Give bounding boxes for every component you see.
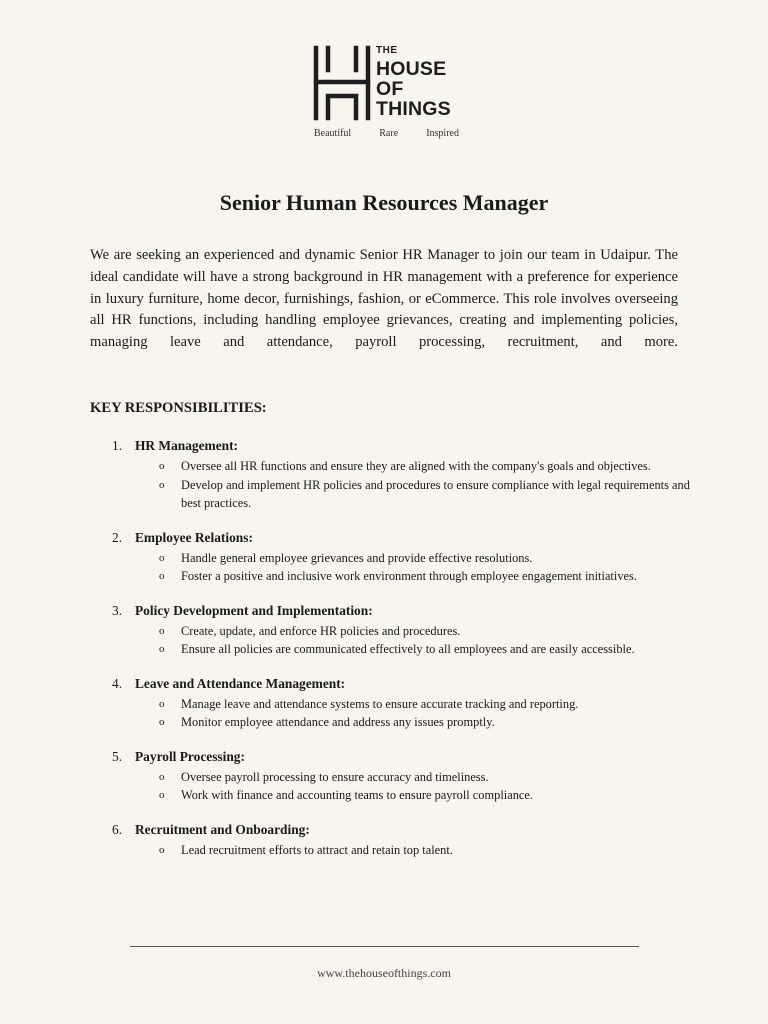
brand-logo [312, 44, 462, 144]
responsibilities-heading: KEY RESPONSIBILITIES: [90, 400, 267, 416]
bullet-text: Oversee payroll processing to ensure accuracy and timeliness. [181, 769, 489, 784]
responsibility-bullet [90, 640, 690, 659]
responsibility-bullet [90, 713, 690, 732]
responsibility-item [90, 749, 690, 805]
responsibility-number: 6. [112, 821, 123, 837]
bullet-icon: o [159, 770, 165, 783]
responsibility-item [90, 676, 690, 732]
responsibility-bullet [90, 841, 690, 860]
responsibility-title: Recruitment and Onboarding: [135, 821, 310, 837]
responsibility-number: 1. [112, 438, 123, 453]
bullet-text: Handle general employee grievances and provide effective resolutions. [181, 550, 533, 565]
bullet-text: Manage leave and attendance systems to ensure accurate tracking and reporting. [181, 696, 579, 711]
responsibility-number: 2. [112, 529, 123, 545]
brand-line-house: HOUSE [376, 58, 447, 80]
brand-wordmark [376, 46, 451, 119]
bullet-icon: o [159, 460, 165, 472]
responsibility-title: Employee Relations: [135, 529, 253, 545]
responsibility-item [90, 530, 690, 586]
responsibility-title: HR Management: [135, 438, 239, 453]
responsibility-number: 5. [112, 748, 123, 764]
responsibility-item [90, 438, 690, 513]
responsibility-bullet [90, 549, 690, 568]
bullet-icon: o [159, 551, 165, 564]
tagline-word: Beautiful [314, 128, 352, 139]
bullet-icon: o [159, 716, 165, 728]
bullet-text: Develop and implement HR policies and procedures to ensure compliance with legal requirements and best practices. [181, 477, 690, 510]
responsibility-bullet [90, 768, 690, 787]
house-logo-icon [312, 44, 372, 122]
bullet-icon: o [159, 570, 165, 582]
bullet-text: Foster a positive and inclusive work environment through employee engagement initiatives. [181, 569, 637, 583]
bullet-icon: o [159, 624, 165, 637]
responsibility-bullet [90, 567, 690, 586]
responsibility-number: 3. [112, 602, 123, 618]
responsibilities-list [90, 438, 690, 876]
responsibility-number: 4. [112, 675, 123, 691]
bullet-icon: o [159, 843, 165, 856]
bullet-icon: o [159, 478, 165, 491]
bullet-text: Work with finance and accounting teams to ensure payroll compliance. [181, 788, 534, 802]
page-title: Senior Human Resources Manager [219, 190, 549, 215]
bullet-icon: o [159, 697, 165, 710]
footer-website-link[interactable]: www.thehouseofthings.com [317, 966, 451, 980]
responsibility-bullet [90, 622, 690, 641]
bullet-icon: o [159, 643, 165, 655]
responsibility-item [90, 603, 690, 659]
bullet-text: Oversee all HR functions and ensure they are aligned with the company's goals and objectives. [181, 459, 651, 473]
responsibility-item [90, 822, 690, 860]
responsibility-bullet [90, 457, 690, 476]
responsibility-title: Leave and Attendance Management: [135, 675, 346, 691]
footer-divider [130, 946, 639, 947]
bullet-text: Ensure all policies are communicated effectively to all employees and are easily accessible. [181, 642, 635, 656]
tagline-word: Rare [379, 128, 399, 139]
intro-paragraph: We are seeking an experienced and dynamic Senior HR Manager to join our team in Udaipur. The ideal candidate will have a strong background in HR management with a preference for experience in luxury furniture, home decor, furnishings, fashion, or eCommerce. This role involves overseeing all HR functions, including handling employee grievances, creating and implementing policies, managing leave and attendance, payroll processing, recruitment, and more. [90, 247, 678, 351]
bullet-icon: o [159, 789, 165, 801]
responsibility-title: Policy Development and Implementation: [135, 602, 373, 618]
brand-line-things: THINGS [376, 98, 451, 120]
responsibility-title: Payroll Processing: [135, 748, 245, 764]
tagline-word: Inspired [426, 128, 459, 139]
responsibility-bullet [90, 476, 690, 513]
brand-tagline [314, 128, 459, 139]
bullet-text: Create, update, and enforce HR policies and procedures. [181, 623, 461, 638]
brand-line-the: THE [376, 45, 398, 56]
bullet-text: Lead recruitment efforts to attract and retain top talent. [181, 842, 453, 857]
bullet-text: Monitor employee attendance and address any issues promptly. [181, 715, 495, 729]
responsibility-bullet [90, 786, 690, 805]
brand-line-of: OF [376, 78, 404, 100]
responsibility-bullet [90, 695, 690, 714]
